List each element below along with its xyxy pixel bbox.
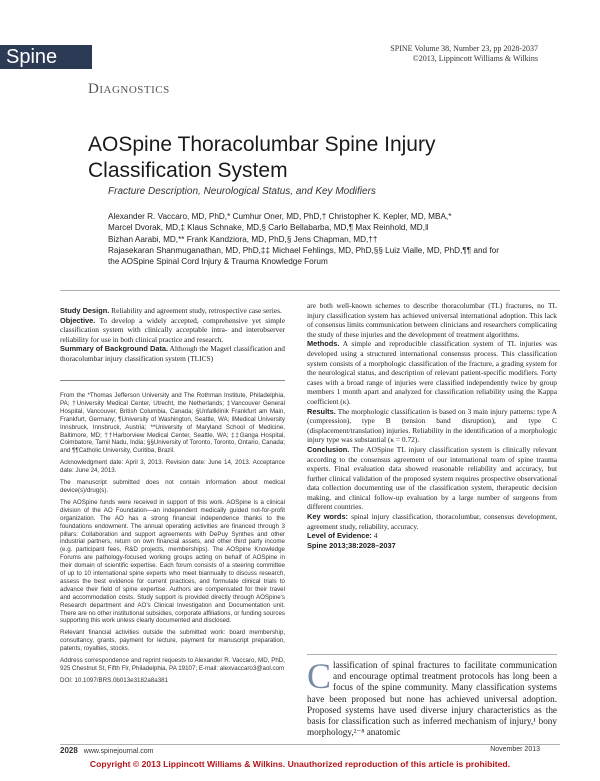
- keywords-text: spinal injury classification, thoracolumbar, consensus development, agreement study, reliability, accuracy.: [307, 512, 557, 531]
- objective-label: Objective.: [60, 315, 96, 325]
- intro-divider: [307, 654, 557, 655]
- financial-activities: Relevant financial activities outside the submitted work: board membership, consultancy, grants, payment for lecture, payment for manuscript preparation, patents, royalties, stocks.: [60, 629, 285, 653]
- abstract-citation: Spine 2013;38:2028–2037: [307, 540, 396, 550]
- abstract-right: [307, 301, 557, 550]
- journal-citation: [390, 44, 538, 64]
- author-line: Alexander R. Vaccaro, MD, PhD,* Cumhur Oner, MD, PhD,† Christopher K. Kepler, MD, MBA,*: [108, 212, 452, 221]
- footer-divider: [60, 744, 560, 745]
- article-title: AOSpine Thoracolumbar Spine Injury Classification System: [88, 133, 436, 182]
- level-label: Level of Evidence:: [307, 531, 372, 541]
- methods-label: Methods.: [307, 339, 340, 349]
- methods-text: A simple and reproducible classification system of TL injuries was developed using a structured international consensus process. This classification system consists of a morphologic classification of the fracture, a grading system for the neurological status, and description of relevant patient-specific modifiers. Forty cases with a broad range of injuries were classified independently twice by group members 1 month apart and analyzed for classification reliability using the Kappa coefficient (κ).: [307, 339, 557, 406]
- conclusion-text: The AOSpine TL injury classification system is clinically relevant according to the consensus agreement of our international team of spine trauma experts. Final evaluation data showed reasonable reliability and accuracy, but further clinical validation of the proposed system requires prospective observational data collection documenting use of the classification system, therapeutic decision making, and clinical follow-up evaluation by a large number of surgeons from different countries.: [307, 444, 557, 512]
- conclusion-label: Conclusion.: [307, 444, 350, 454]
- keywords-label: Key words:: [307, 512, 349, 522]
- device-statement: The manuscript submitted does not contain information about medical device(s)/drug(s).: [60, 479, 285, 494]
- journal-logo: Spine: [0, 45, 92, 69]
- funding-statement: The AOSpine funds were received in support of this work. AOSpine is a clinical division of the AO Foundation—an independent medically guided not-for-profit organization. The AO has a strong financial independence thanks to the foundations endowment. The annual operating activities are financed through 3 pillars: Collaboration and support agreements with DePuy Synthes and other industrial partners, return on own financial assets, and other third party income (e.g. participant fees, R&D projects, memberships). The AOSpine Knowledge Forums are pathology-focused working groups acting on behalf of AOSpine in their domain of scientific expertise. Each forum consists of a steering committee of up to 10 international spine experts who meet biannually to discuss research, assess the best evidence for current practices, and formulate clinical trials to advance their field of spine expertise. Authors are compensated for their travel and accommodation costs. Study support is provided directly through AOSpine's Research department and AO's Clinical Investigation and Documentation unit. There are no other institutional subsidies, corporate affiliations, or funding sources supporting this work unless clearly documented and disclosed.: [60, 498, 285, 625]
- objective-text: To develop a widely accepted, comprehensive yet simple classification system with clinically acceptable intra- and interobserver reliability for use in both clinical practice and research.: [60, 315, 285, 344]
- doi: DOI: 10.1097/BRS.0b013e3182a8a381: [60, 676, 169, 684]
- background-text: Although the Magerl classification and thoracolumbar injury classification system (TLICS): [60, 344, 285, 363]
- citation-line-1: SPINE Volume 38, Number 23, pp 2028-2037: [390, 44, 538, 53]
- results-text: The morphologic classification is based on 3 main injury patterns: type A (compression), type B (tension band disruption), and type C (displacement/translation) injuries. Reliability in the identification of a morphologic injury type was substantial (κ = 0.72).: [307, 406, 558, 445]
- article-subtitle: Fracture Description, Neurological Status, and Key Modifiers: [108, 186, 376, 197]
- background-label: Summary of Background Data.: [60, 344, 169, 354]
- intro-text: lassification of spinal fractures to facilitate communication and encourage optimal treatment protocols has long been a focus of the spine community. Many classification systems have been proposed but none has achieved universal adoption. Proposed systems have used diverse injury characteristics as the basis for classification such as inferred mechanism of injury,¹ bony morphology,²⁻⁸ anatomic: [307, 660, 557, 738]
- results-label: Results.: [307, 406, 336, 416]
- page-number: 2028: [60, 746, 78, 755]
- acknowledgment-dates: Acknowledgment date: April 3, 2013. Revision date: June 14, 2013. Acceptance date: June 24, 2013.: [60, 459, 285, 475]
- drop-cap: C: [307, 656, 332, 696]
- correspondence: Address correspondence and reprint requests to Alexander R. Vaccaro, MD, PhD, 925 Chestnut St, Fifth Flr, Philadelphia, PA 19107; E-mail: alexvaccaro3@aol.com: [60, 657, 285, 672]
- author-line: Bizhan Aarabi, MD,** Frank Kandziora, MD, PhD,§ Jens Chapman, MD,††: [108, 234, 378, 244]
- study-design-text: Reliability and agreement study, retrospective case series.: [111, 306, 282, 315]
- affiliations-from: From the *Thomas Jefferson University and The Rothman Institute, Philadelphia, PA; †University Medical Center, Utrecht, the Netherlands; ‡Vancouver General Hospital, Vancouver, British Columbia, Canada; §Unfallklinik Frankfurt am Main, Frankfurt, Germany; ¶University of Washington, Seattle, WA; ‖Medical University Innsbruck, Innsbruck, Austria; **University of Maryland School of Medicine, Baltimore, MD; ††Harborview Medical Center, Seattle, WA; ‡‡Ganga Hospital, Coimbatore, Tamil Nadu, India; §§University of Toronto, Toronto, Ontario, Canada; and ¶¶Catholic University, Curitiba, Brazil.: [60, 392, 285, 455]
- citation-line-2: ©2013, Lippincott Williams & Wilkins: [412, 54, 538, 63]
- abstract-left: [60, 306, 285, 364]
- journal-website[interactable]: www.spinejournal.com: [83, 748, 154, 755]
- level-value: 4: [373, 531, 378, 541]
- author-line: Rajasekaran Shanmuganathan, MD, PhD,‡‡ Michael Fehlings, MD, PhD,§§ Luiz Vialle, MD, PhD,¶¶ and for: [108, 245, 499, 255]
- author-line: Marcel Dvorak, MD,‡ Klaus Schnake, MD,§ Carlo Bellabarba, MD,¶ Max Reinhold, MD,‖: [108, 223, 429, 233]
- issue-date: November 2013: [490, 746, 540, 753]
- author-line: the AOSpine Spinal Cord Injury & Trauma Knowledge Forum: [108, 257, 328, 267]
- abstract-divider: [60, 380, 285, 381]
- header-divider: [60, 290, 560, 291]
- introduction: [307, 656, 557, 738]
- author-list: [108, 211, 563, 267]
- affiliations: [60, 392, 285, 689]
- background-continued: are both well-known schemes to describe thoracolumbar (TL) fractures, no TL injury classification system has achieved universal international adoption. This lack of consensus limits communication between clinicians and researchers complicating the study of these injuries and the development of treatment algorithms.: [307, 301, 557, 339]
- footer-left: [60, 746, 153, 755]
- study-design-label: Study Design.: [60, 306, 110, 315]
- section-label: Diagnostics: [88, 81, 170, 97]
- copyright-notice: Copyright © 2013 Lippincott Williams & Wilkins. Unauthorized reproduction of this article is prohibited.: [89, 759, 511, 769]
